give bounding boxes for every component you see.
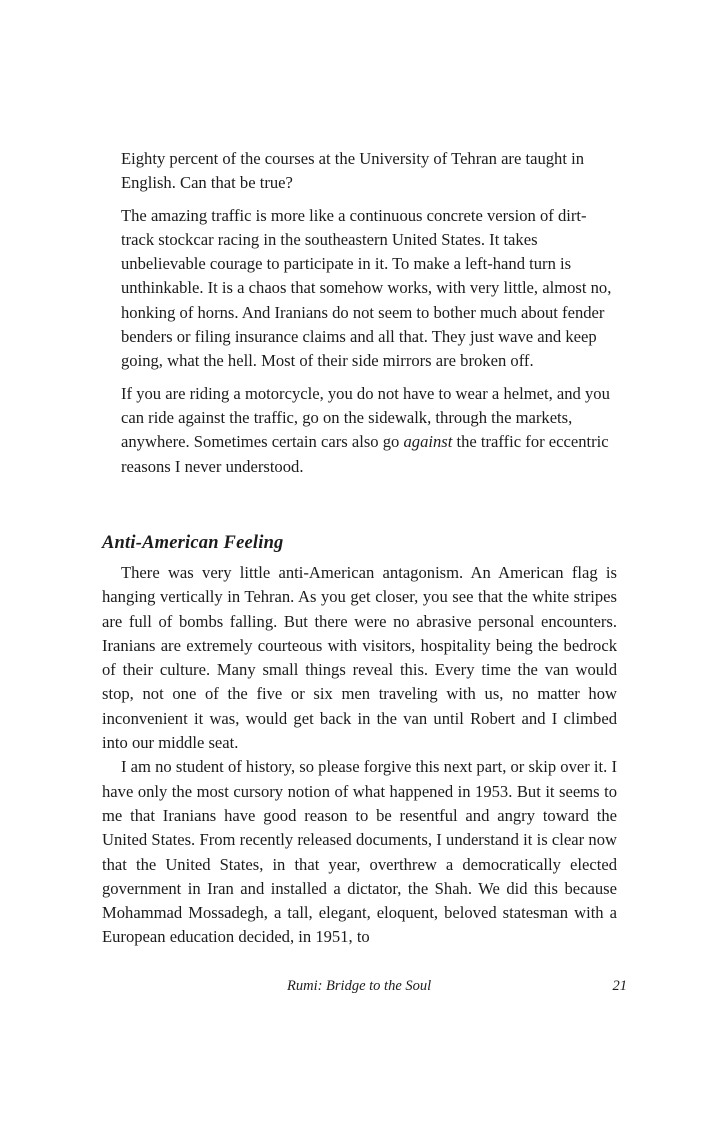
section-body xyxy=(102,561,617,950)
motorcycle-text-start: If you are riding a motorcycle, you do not have to wear a helmet, and you can ride against the traffic, go on the sidewalk, through the markets, anywhere. Sometimes certain cars also go xyxy=(121,383,610,452)
motorcycle-text-end: the traffic for eccentric reasons I never understood. xyxy=(121,432,609,476)
paragraph-history: I am no student of history, so please forgive this next part, or skip over it. I have only the most cursory notion of what happened in 1953. But it seems to me that Iranians have good reason to be resentful and angry toward the United States. From recently released documents, I understand it is clear now that the United States, in that year, overthrew a democratically elected government in Iran and installed a dictator, the Shah. We did this because Mohammad Mossadegh, a tall, elegant, eloquent, beloved statesman with a European education decided, in 1951, to xyxy=(102,757,617,947)
running-footer-title: Rumi: Bridge to the Soul xyxy=(287,978,432,994)
paragraph-anti-american: There was very little anti-American antagonism. An American flag is hanging vertically in Tehran. As you get closer, you see that the white stripes are full of bombs falling. But there were no abrasive personal encounters. Iranians are extremely courteous with visitors, hospitality being the bedrock of their culture. Many small things reveal this. Every time the van would stop, not one of the five or six men traveling with us, no matter how inconvenient it was, would get back in the van until Robert and I climbed into our middle seat. xyxy=(102,563,617,753)
indented-passage xyxy=(121,147,617,487)
section-heading: Anti-American Feeling xyxy=(102,533,284,553)
paragraph-traffic: The amazing traffic is more like a continuous concrete version of dirt-track stockcar racing in the southeastern United States. It takes unbelievable courage to participate in it. To make a left-hand turn is unthinkable. It is a chaos that somehow works, with very little, almost no, honking of horns. And Iranians do not seem to bother much about fender benders or filing insurance claims and all that. They just wave and keep going, what the hell. Most of their side mirrors are broken off. xyxy=(121,205,612,371)
page-number: 21 xyxy=(612,978,627,994)
paragraph-motorcycle xyxy=(121,382,617,479)
paragraph-university-courses: Eighty percent of the courses at the University of Tehran are taught in English. Can that be true? xyxy=(121,149,585,193)
emphasis-against: against xyxy=(403,432,453,452)
page-footer xyxy=(102,978,627,1000)
